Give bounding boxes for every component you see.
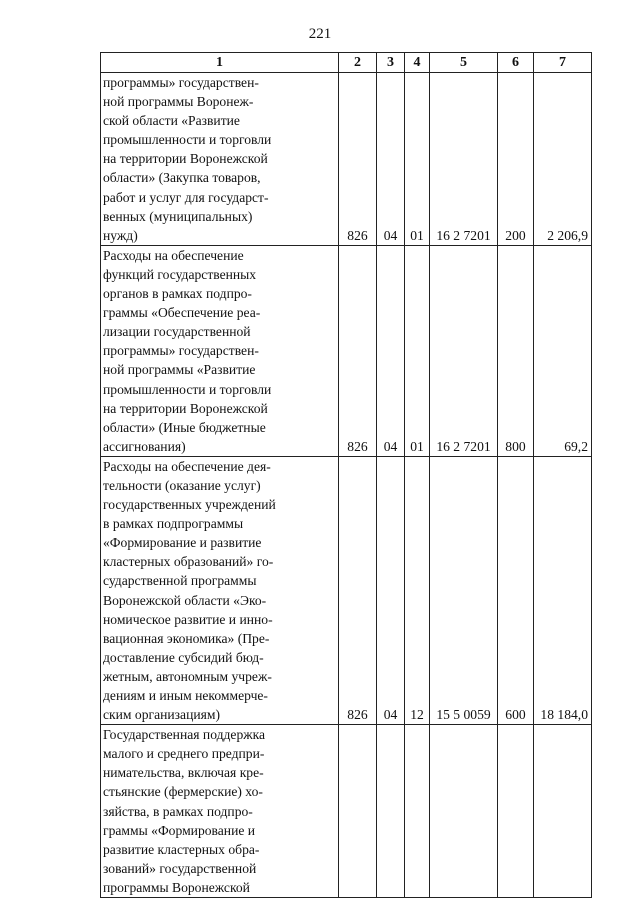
description-line: ским организациям) [103, 707, 221, 723]
target-article-code: 15 5 0059 [430, 456, 498, 724]
section-code: 04 [377, 73, 405, 246]
expense-type-code: 200 [498, 73, 534, 246]
description-line: нимательства, включая кре- [103, 765, 264, 781]
row-description [101, 73, 339, 246]
description-line: граммы «Обеспечение реа- [103, 305, 261, 321]
description-line: дениям и иным некоммерче- [103, 688, 268, 703]
amount: 69,2 [534, 245, 592, 456]
description-line: ной программы «Развитие [103, 362, 256, 378]
subsection-code: 01 [405, 245, 430, 456]
description-line: программы» государствен- [103, 343, 259, 359]
description-line: промышленности и торговли [103, 132, 272, 148]
description-line: зяйства, в рамках подпро- [103, 803, 253, 819]
description-line: тельности (оказание услуг) [103, 477, 261, 493]
description-line: лизации государственной [103, 324, 251, 340]
description-line: «Формирование и развитие [103, 535, 262, 551]
description-line: нужд) [103, 227, 138, 243]
target-article-code [430, 725, 498, 898]
description-line: области» (Иные бюджетные [103, 419, 266, 435]
table-row [101, 725, 592, 898]
expense-type-code [498, 725, 534, 898]
description-line: жетным, автономным учреж- [103, 668, 272, 684]
column-header-7: 7 [534, 53, 592, 73]
description-line: Воронежской области «Эко- [103, 592, 267, 608]
description-line: области» (Закупка товаров, [103, 170, 261, 186]
table-row [101, 245, 592, 456]
description-line: работ и услуг для государст- [103, 189, 269, 205]
column-header-6: 6 [498, 53, 534, 73]
subsection-code: 01 [405, 73, 430, 246]
column-header-2: 2 [339, 53, 377, 73]
description-line: государственных учреждений [103, 497, 276, 513]
budget-table [100, 52, 592, 898]
section-code: 04 [377, 245, 405, 456]
description-line: Расходы на обеспечение [103, 247, 244, 263]
description-line: Государственная поддержка [103, 727, 266, 743]
description-line: ной программы Воронеж- [103, 94, 254, 110]
description-line: программы Воронежской [103, 879, 250, 895]
description-line: ской области «Развитие [103, 113, 240, 129]
subsection-code [405, 725, 430, 898]
description-line: доставление субсидий бюд- [103, 649, 264, 665]
column-header-1: 1 [101, 53, 339, 73]
description-line: органов в рамках подпро- [103, 286, 252, 302]
description-line: программы» государствен- [103, 75, 259, 90]
row-description [101, 725, 339, 898]
target-article-code: 16 2 7201 [430, 73, 498, 246]
description-line: в рамках подпрограммы [103, 516, 244, 532]
row-description [101, 245, 339, 456]
description-line: малого и среднего предпри- [103, 746, 265, 762]
description-line: венных (муниципальных) [103, 208, 253, 224]
page-number: 221 [308, 26, 332, 42]
section-code: 04 [377, 456, 405, 724]
description-line: функций государственных [103, 266, 257, 282]
description-line: сударственной программы [103, 573, 257, 589]
subsection-code: 12 [405, 456, 430, 724]
section-code [377, 725, 405, 898]
description-line: номическое развитие и инно- [103, 611, 273, 627]
description-line: Расходы на обеспечение дея- [103, 458, 271, 474]
ministry-code [339, 725, 377, 898]
column-header-4: 4 [405, 53, 430, 73]
ministry-code: 826 [339, 73, 377, 246]
description-line: промышленности и торговли [103, 381, 272, 397]
ministry-code: 826 [339, 456, 377, 724]
row-description [101, 456, 339, 724]
amount [534, 725, 592, 898]
ministry-code: 826 [339, 245, 377, 456]
table-row [101, 73, 592, 246]
target-article-code: 16 2 7201 [430, 245, 498, 456]
expense-type-code: 600 [498, 456, 534, 724]
description-line: стьянские (фермерские) хо- [103, 784, 263, 800]
description-line: на территории Воронежской [103, 151, 268, 167]
description-line: кластерных образований» го- [103, 554, 274, 570]
description-line: зований» государственной [103, 860, 257, 876]
description-line: развитие кластерных обра- [103, 841, 260, 857]
column-header-3: 3 [377, 53, 405, 73]
expense-type-code: 800 [498, 245, 534, 456]
description-line: ассигнования) [103, 438, 186, 454]
description-line: вационная экономика» (Пре- [103, 630, 270, 646]
table-row [101, 456, 592, 724]
description-line: на территории Воронежской [103, 400, 268, 416]
column-header-5: 5 [430, 53, 498, 73]
header-row [101, 53, 592, 73]
amount: 18 184,0 [534, 456, 592, 724]
amount: 2 206,9 [534, 73, 592, 246]
description-line: граммы «Формирование и [103, 822, 256, 838]
